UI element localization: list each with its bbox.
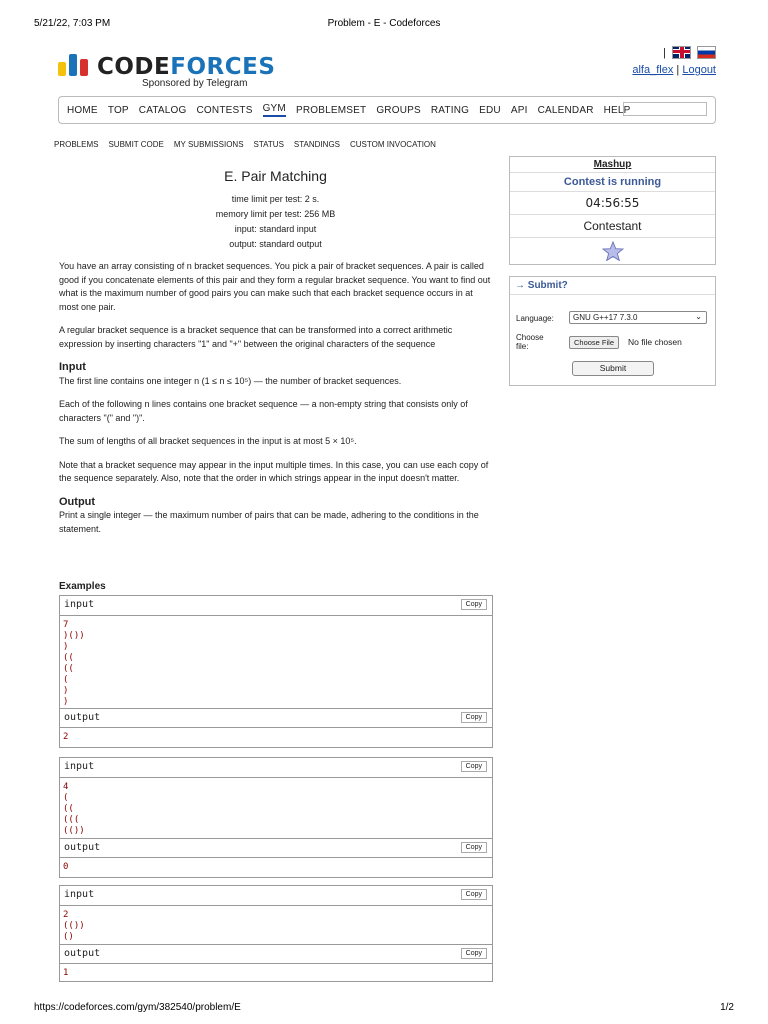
example-input-header: input Copy (60, 886, 492, 906)
language-separator: | (663, 46, 666, 59)
print-url: https://codeforces.com/gym/382540/problem/E (34, 1002, 241, 1013)
submenu-standings[interactable]: STANDINGS (293, 140, 340, 149)
problem-header (58, 168, 493, 252)
submenu-status[interactable]: STATUS (253, 140, 284, 149)
memory-limit: memory limit per test: 256 MB (215, 209, 336, 219)
problem-title: E. Pair Matching (224, 168, 327, 184)
copy-button[interactable]: Copy (461, 948, 487, 959)
logo-wordmark: CODEFORCES (97, 54, 276, 80)
example-input-text: 7 )()) ) (( (( ( ) ) (63, 620, 85, 707)
example-block (59, 757, 493, 878)
example-output-header: output Copy (60, 708, 492, 728)
example-input-header: input Copy (60, 596, 492, 616)
menu-groups[interactable]: GROUPS (376, 104, 421, 116)
menu-api[interactable]: API (510, 104, 528, 116)
example-block (59, 595, 493, 748)
legend-paragraph: A regular bracket sequence is a bracket sequence that can be transformed into a correct arithmetic expression by inserting characters "1" and "+" between the original characters of the sequence (59, 325, 453, 349)
menu-problemset[interactable]: PROBLEMSET (295, 104, 367, 116)
examples-title: Examples (59, 581, 106, 592)
print-datetime: 5/21/22, 7:03 PM (34, 18, 111, 29)
print-footer (0, 984, 768, 1024)
main-menu (58, 96, 716, 124)
print-page-number: 1/2 (720, 1002, 734, 1013)
countdown-timer: 04:56:55 (510, 192, 715, 215)
print-header (0, 0, 768, 46)
mashup-link[interactable]: Mashup (510, 157, 715, 173)
file-label: Choose file: (516, 333, 544, 351)
submit-button[interactable]: Submit (572, 361, 654, 376)
menu-edu[interactable]: EDU (479, 104, 501, 116)
language-select[interactable]: GNU G++17 7.3.0 ⌄ (569, 311, 707, 324)
contest-sidebar-box (509, 156, 716, 265)
output-file: output: standard output (229, 239, 322, 249)
input-section-title: Input (59, 361, 86, 373)
menu-calendar[interactable]: CALENDAR (537, 104, 594, 116)
input-paragraph: The first line contains one integer n (1 ≤ n ≤ 10⁵) — the number of bracket sequences. (59, 375, 402, 386)
example-input-text: 2 (()) () (63, 910, 85, 942)
second-level-menu (54, 140, 436, 149)
submenu-submit-code[interactable]: SUBMIT CODE (108, 140, 164, 149)
language-switcher (663, 46, 716, 59)
no-file-text: No file chosen (628, 337, 682, 347)
submenu-custom-invocation[interactable]: CUSTOM INVOCATION (350, 140, 436, 149)
submit-box (509, 276, 716, 386)
menu-catalog[interactable]: CATALOG (138, 104, 187, 116)
logout-link[interactable]: Logout (682, 64, 716, 76)
menu-contests[interactable]: CONTESTS (196, 104, 253, 116)
russian-flag-icon[interactable] (697, 46, 716, 59)
time-limit: time limit per test: 2 s. (231, 194, 320, 204)
output-section-title: Output (59, 495, 96, 508)
contest-status: Contest is running (510, 173, 715, 192)
menu-home[interactable]: HOME (67, 104, 98, 116)
logo-bars-icon (58, 54, 90, 76)
search-input[interactable] (623, 102, 707, 116)
input-paragraph: Note that a bracket sequence may appear in the input multiple times. In this case, you can use each copy of the sequence separately. Also, note that the order in which strings appear in the input doesn't matter. (59, 459, 489, 483)
copy-button[interactable]: Copy (461, 599, 487, 610)
english-flag-icon[interactable] (672, 46, 691, 59)
submit-box-title: → Submit? (510, 277, 715, 295)
copy-button[interactable]: Copy (461, 889, 487, 900)
star-row (510, 238, 715, 264)
example-output-text: 2 (63, 732, 69, 742)
problem-statement (59, 260, 493, 546)
copy-button[interactable]: Copy (461, 712, 487, 723)
copy-button[interactable]: Copy (461, 842, 487, 853)
language-label: Language: (516, 314, 554, 323)
output-paragraph: Print a single integer — the maximum number of pairs that can be made, adhering to the conditions in the statement. (59, 510, 479, 534)
example-output-text: 1 (63, 968, 69, 978)
chevron-down-icon: ⌄ (695, 312, 702, 321)
print-title: Problem - E - Codeforces (327, 18, 441, 29)
input-paragraph: Each of the following n lines contains one bracket sequence — a non-empty string that consists only of characters "(" and ")". (59, 399, 468, 423)
logo-sponsor: Sponsored by Telegram (142, 78, 248, 89)
example-input-header: input Copy (60, 758, 492, 778)
legend-paragraph: You have an array consisting of n bracket sequences. You pick a pair of bracket sequences. A pair is called good if you concatenate elements of this pair and they form a regular bracket sequence. You want to find out what is the maximum number of good pairs you can make such that each bracket sequence occurs in at most one pair. (59, 261, 491, 312)
input-file: input: standard input (234, 224, 317, 234)
input-paragraph: The sum of lengths of all bracket sequences in the input is at most 5 × 10⁵. (59, 436, 357, 446)
submenu-my-submissions[interactable]: MY SUBMISSIONS (173, 140, 244, 149)
menu-gym[interactable]: GYM (263, 103, 286, 117)
example-output-header: output Copy (60, 944, 492, 964)
example-input-text: 4 ( (( ((( (()) (63, 782, 85, 836)
user-profile-link[interactable]: alfa_flex (632, 64, 674, 76)
copy-button[interactable]: Copy (461, 761, 487, 772)
example-output-header: output Copy (60, 838, 492, 858)
user-links: alfa_flex | Logout (632, 64, 716, 76)
participant-role: Contestant (510, 215, 715, 238)
star-icon[interactable] (602, 241, 624, 261)
menu-top[interactable]: TOP (107, 104, 129, 116)
example-block (59, 885, 493, 982)
example-output-text: 0 (63, 862, 69, 872)
choose-file-button[interactable]: Choose File (569, 336, 619, 349)
menu-help[interactable]: HELP (603, 104, 631, 116)
menu-rating[interactable]: RATING (430, 104, 470, 116)
submenu-problems[interactable]: PROBLEMS (54, 140, 99, 149)
